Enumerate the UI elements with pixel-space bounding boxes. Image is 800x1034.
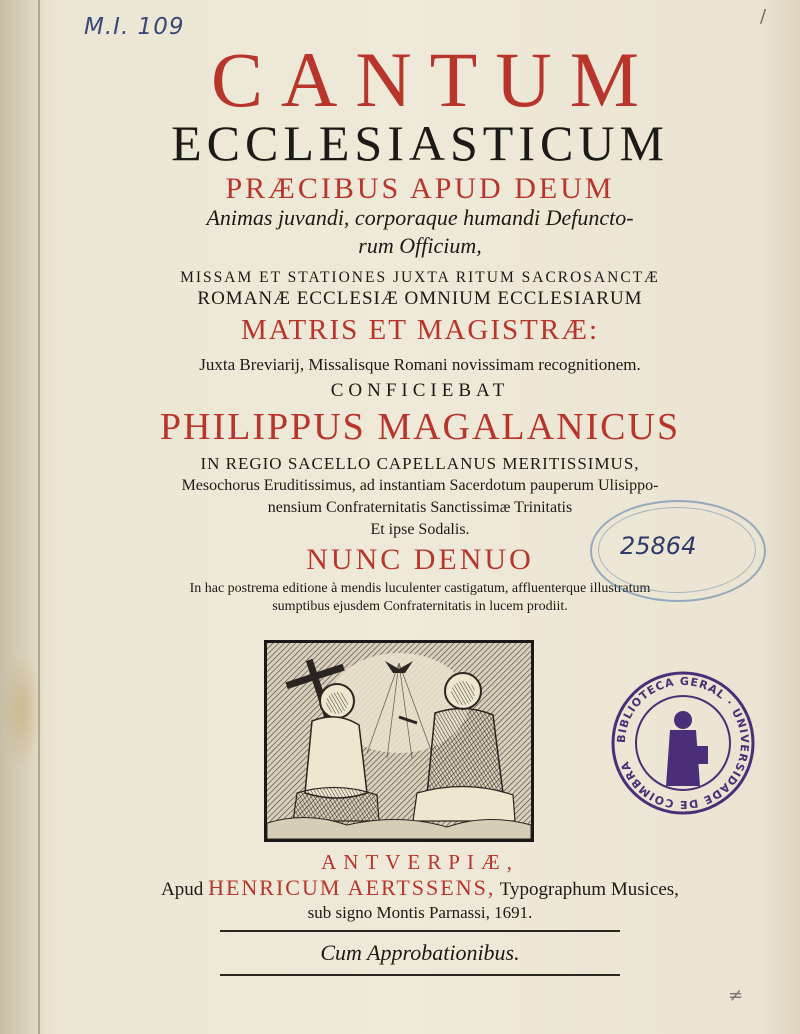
- engraving-illustration: [267, 643, 531, 839]
- edition-note-2: sumptibus ejusdem Confraternitatis in lucem prodiit.: [272, 599, 568, 614]
- confraternity-line: nensium Confraternitatis Sanctissimæ Trinitatis: [267, 499, 573, 516]
- imprint-sign: sub signo Montis Parnassi, 1691.: [307, 903, 533, 922]
- pencil-mark: ≠: [728, 985, 744, 1006]
- paper-stain: [2, 650, 42, 770]
- trinity-engraving: [264, 640, 534, 842]
- library-round-stamp: [608, 668, 758, 818]
- subtitle-officium: rum Officium,: [358, 233, 482, 258]
- handwritten-shelfmark: M.I. 109: [84, 14, 185, 40]
- sodalis-line: Et ipse Sodalis.: [370, 521, 470, 538]
- nunc-denuo: NUNC DENUO: [306, 543, 534, 576]
- edition-note: In hac postrema editione à mendis luculenter castigatum, affluenterque illustratum: [189, 581, 651, 596]
- author-title: IN REGIO SACELLO CAPELLANUS MERITISSIMUS,: [200, 454, 640, 473]
- author-description: Mesochorus Eruditissimus, ad instantiam Sacerdotum pauperum Ulisippo-: [181, 477, 659, 494]
- corner-pencil-mark: /: [760, 6, 767, 27]
- imprint-apud: Apud: [161, 879, 204, 900]
- subtitle-animas: Animas juvandi, corporaque humandi Defuncto-: [206, 205, 634, 230]
- subtitle-missam: MISSAM ET STATIONES JUXTA RITUM SACROSANCTÆ: [180, 269, 660, 286]
- imprint-city: ANTVERPIÆ,: [321, 850, 519, 874]
- subtitle-matris: MATRIS ET MAGISTRÆ:: [240, 314, 600, 346]
- subtitle-romanae: ROMANÆ ECCLESIÆ OMNIUM ECCLESIARUM: [197, 288, 643, 309]
- imprint-printer-role: Typographum Musices,: [499, 879, 679, 900]
- subtitle-juxta: Juxta Breviarij, Missalisque Romani novissimam recognitionem.: [199, 355, 641, 374]
- title-cantum: CANTUM: [210, 36, 657, 123]
- round-stamp-text: BIBLIOTECA GERAL · UNIVERSIDADE DE COIMBRA: [614, 674, 752, 812]
- title-ecclesiasticum: ECCLESIASTICUM: [171, 115, 669, 171]
- author-name: PHILIPPUS MAGALANICUS: [159, 406, 681, 448]
- conficiebat: CONFICIEBAT: [330, 380, 510, 401]
- approbation: Cum Approbationibus.: [320, 940, 520, 965]
- imprint-printer-line: [40, 876, 800, 902]
- imprint-printer: HENRICUM AERTSSENS,: [208, 875, 496, 900]
- subtitle-praecibus: PRÆCIBUS APUD DEUM: [225, 172, 615, 205]
- rule-bottom: [220, 974, 620, 976]
- acquisition-number: 25864: [620, 532, 697, 560]
- rule-top: [220, 930, 620, 932]
